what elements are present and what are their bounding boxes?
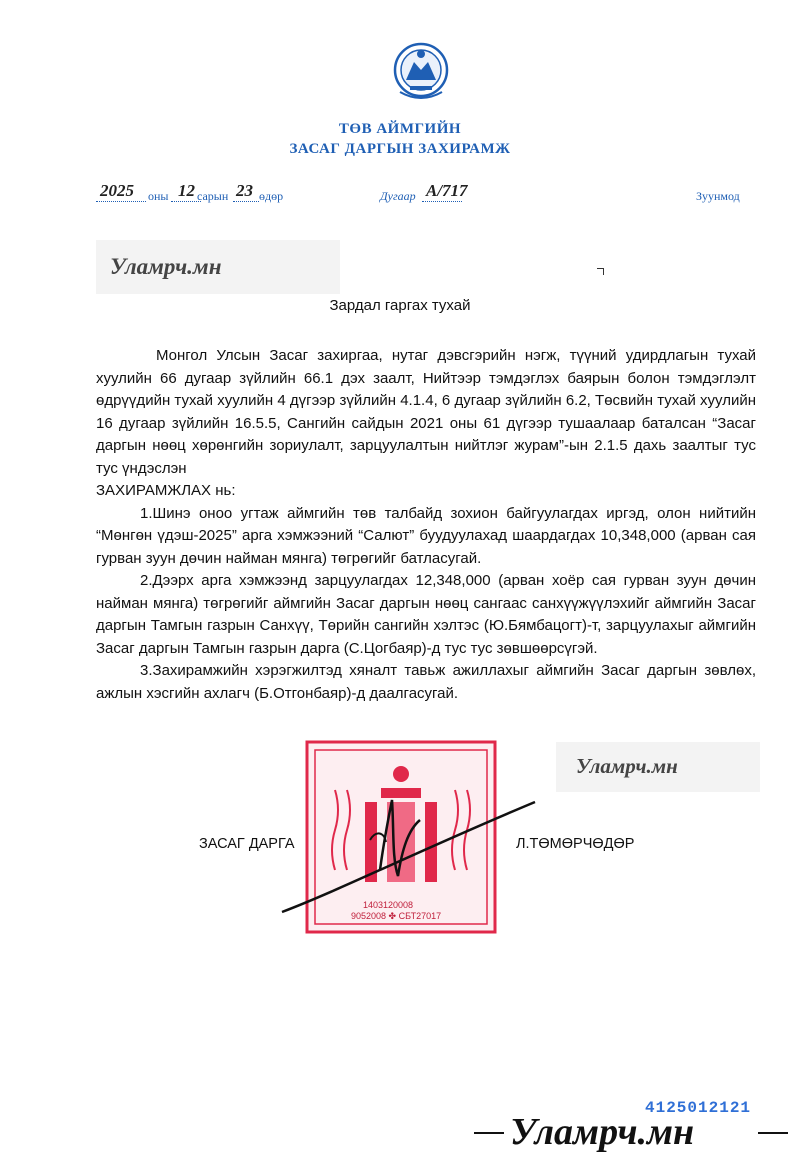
org-name-line1: ТӨВ АЙМГИЙН [338,121,462,137]
watermark-text: Уламрч.мн [510,1111,695,1153]
number-underline [422,201,462,202]
preamble: Монгол Улсын Засаг захиргаа, нутаг дэвсгэрийн нэгж, түүний удирдлагын тухай хуулийн 66 дугаар зүйлийн 66.1 дэх заалт, Нийтээр тэмдэглэх баярын болон тэмдэглэлт өдрүүдийн тухай хуулийн 4 дүгээр зүйлийн 4.1.4, 6 дугаар зүйлийн 6.2, Төсвийн тухай хуулийн 16 дугаар зүйлийн 16.5.5, Сангийн сайдын 2021 оны 61 дүгээр тушаалаар баталсан “Засаг даргын нөөц хөрөнгийн зориулалт, зарцуулалтын нийтлэг журам”-ын 2.1.5 дахь заалтыг тус тус үндэслэн [96,347,756,477]
year-underline [96,201,146,202]
decree-item-2: 2.Дээрх арга хэмжээнд зарцуулагдах 12,348,000 (арван хоёр сая гурван зуун дөчин найман мянга) төгрөгийг аймгийн Засаг даргын нөөц сангаас санхүүжүүлэхийг аймгийн Засаг даргын Тамгын газрын Санхүү, Төрийн сангийн хэлтэс (Ю.Бямбацогт)-т, зарцуулахыг аймгийн Засаг даргын Тамгын газрын дарга (С.Цогбаяр)-д тус тус зөвшөөрсүгэй. [96,572,756,657]
place: Зуунмод [696,189,740,203]
watermark-top [96,240,340,294]
state-emblem [392,40,450,102]
watermark-middle [556,742,760,792]
signatory-name: Л.ТӨМӨРЧӨДӨР [516,836,635,852]
number-label: Дугаар [380,189,416,203]
decree-item-1: 1.Шинэ оноо угтаж аймгийн төв талбайд зохион байгуулагдах иргэд, олон нийтийн “Мөнгөн үдэш-2025” арга хэмжээний “Салют” буудуулахад шаардагдах 10,348,000 (арван сая гурван зуун дөчин найман мянга) төгрөгийг батласугай. [96,504,756,567]
date-year: 2025 [100,181,134,200]
watermark-bottom [466,1106,796,1162]
margin-mark [597,268,604,275]
decree-number: А/717 [426,181,468,200]
document-title: Зардал гаргах тухай [329,297,471,314]
date-day: 23 [236,181,253,200]
date-day-suffix: өдөр [259,189,284,203]
decree-word: ЗАХИРАМЖЛАХ нь: [96,482,236,499]
decor-line-left [474,1132,504,1134]
date-month-suffix: сарын [197,189,229,203]
decor-line-right [758,1132,788,1134]
signatory-title: ЗАСАГ ДАРГА [199,836,295,852]
decree-item-3: 3.Захирамжийн хэрэгжилтэд хяналт тавьж ажиллахыг аймгийн Засаг даргын зөвлөх, ажлын хэсгийн ахлагч (Б.Отгонбаяр)-д даалгасугай. [96,662,756,702]
serial-number: 4125012121 [645,1099,752,1117]
stamp-line2: 9052008 ✤ СБТ27017 [351,911,442,921]
watermark-text: Уламрч.мн [576,754,678,778]
stamp-line1: 1403120008 [363,900,414,910]
document-body [96,345,756,705]
handwritten-signature [280,780,540,920]
watermark-text: Уламрч.мн [110,254,222,279]
org-name-line2: ЗАСАГ ДАРГЫН ЗАХИРАМЖ [289,141,511,157]
day-underline [233,201,259,202]
date-month: 12 [178,181,195,200]
date-year-suffix: оны [148,189,169,203]
date-line [96,181,740,207]
